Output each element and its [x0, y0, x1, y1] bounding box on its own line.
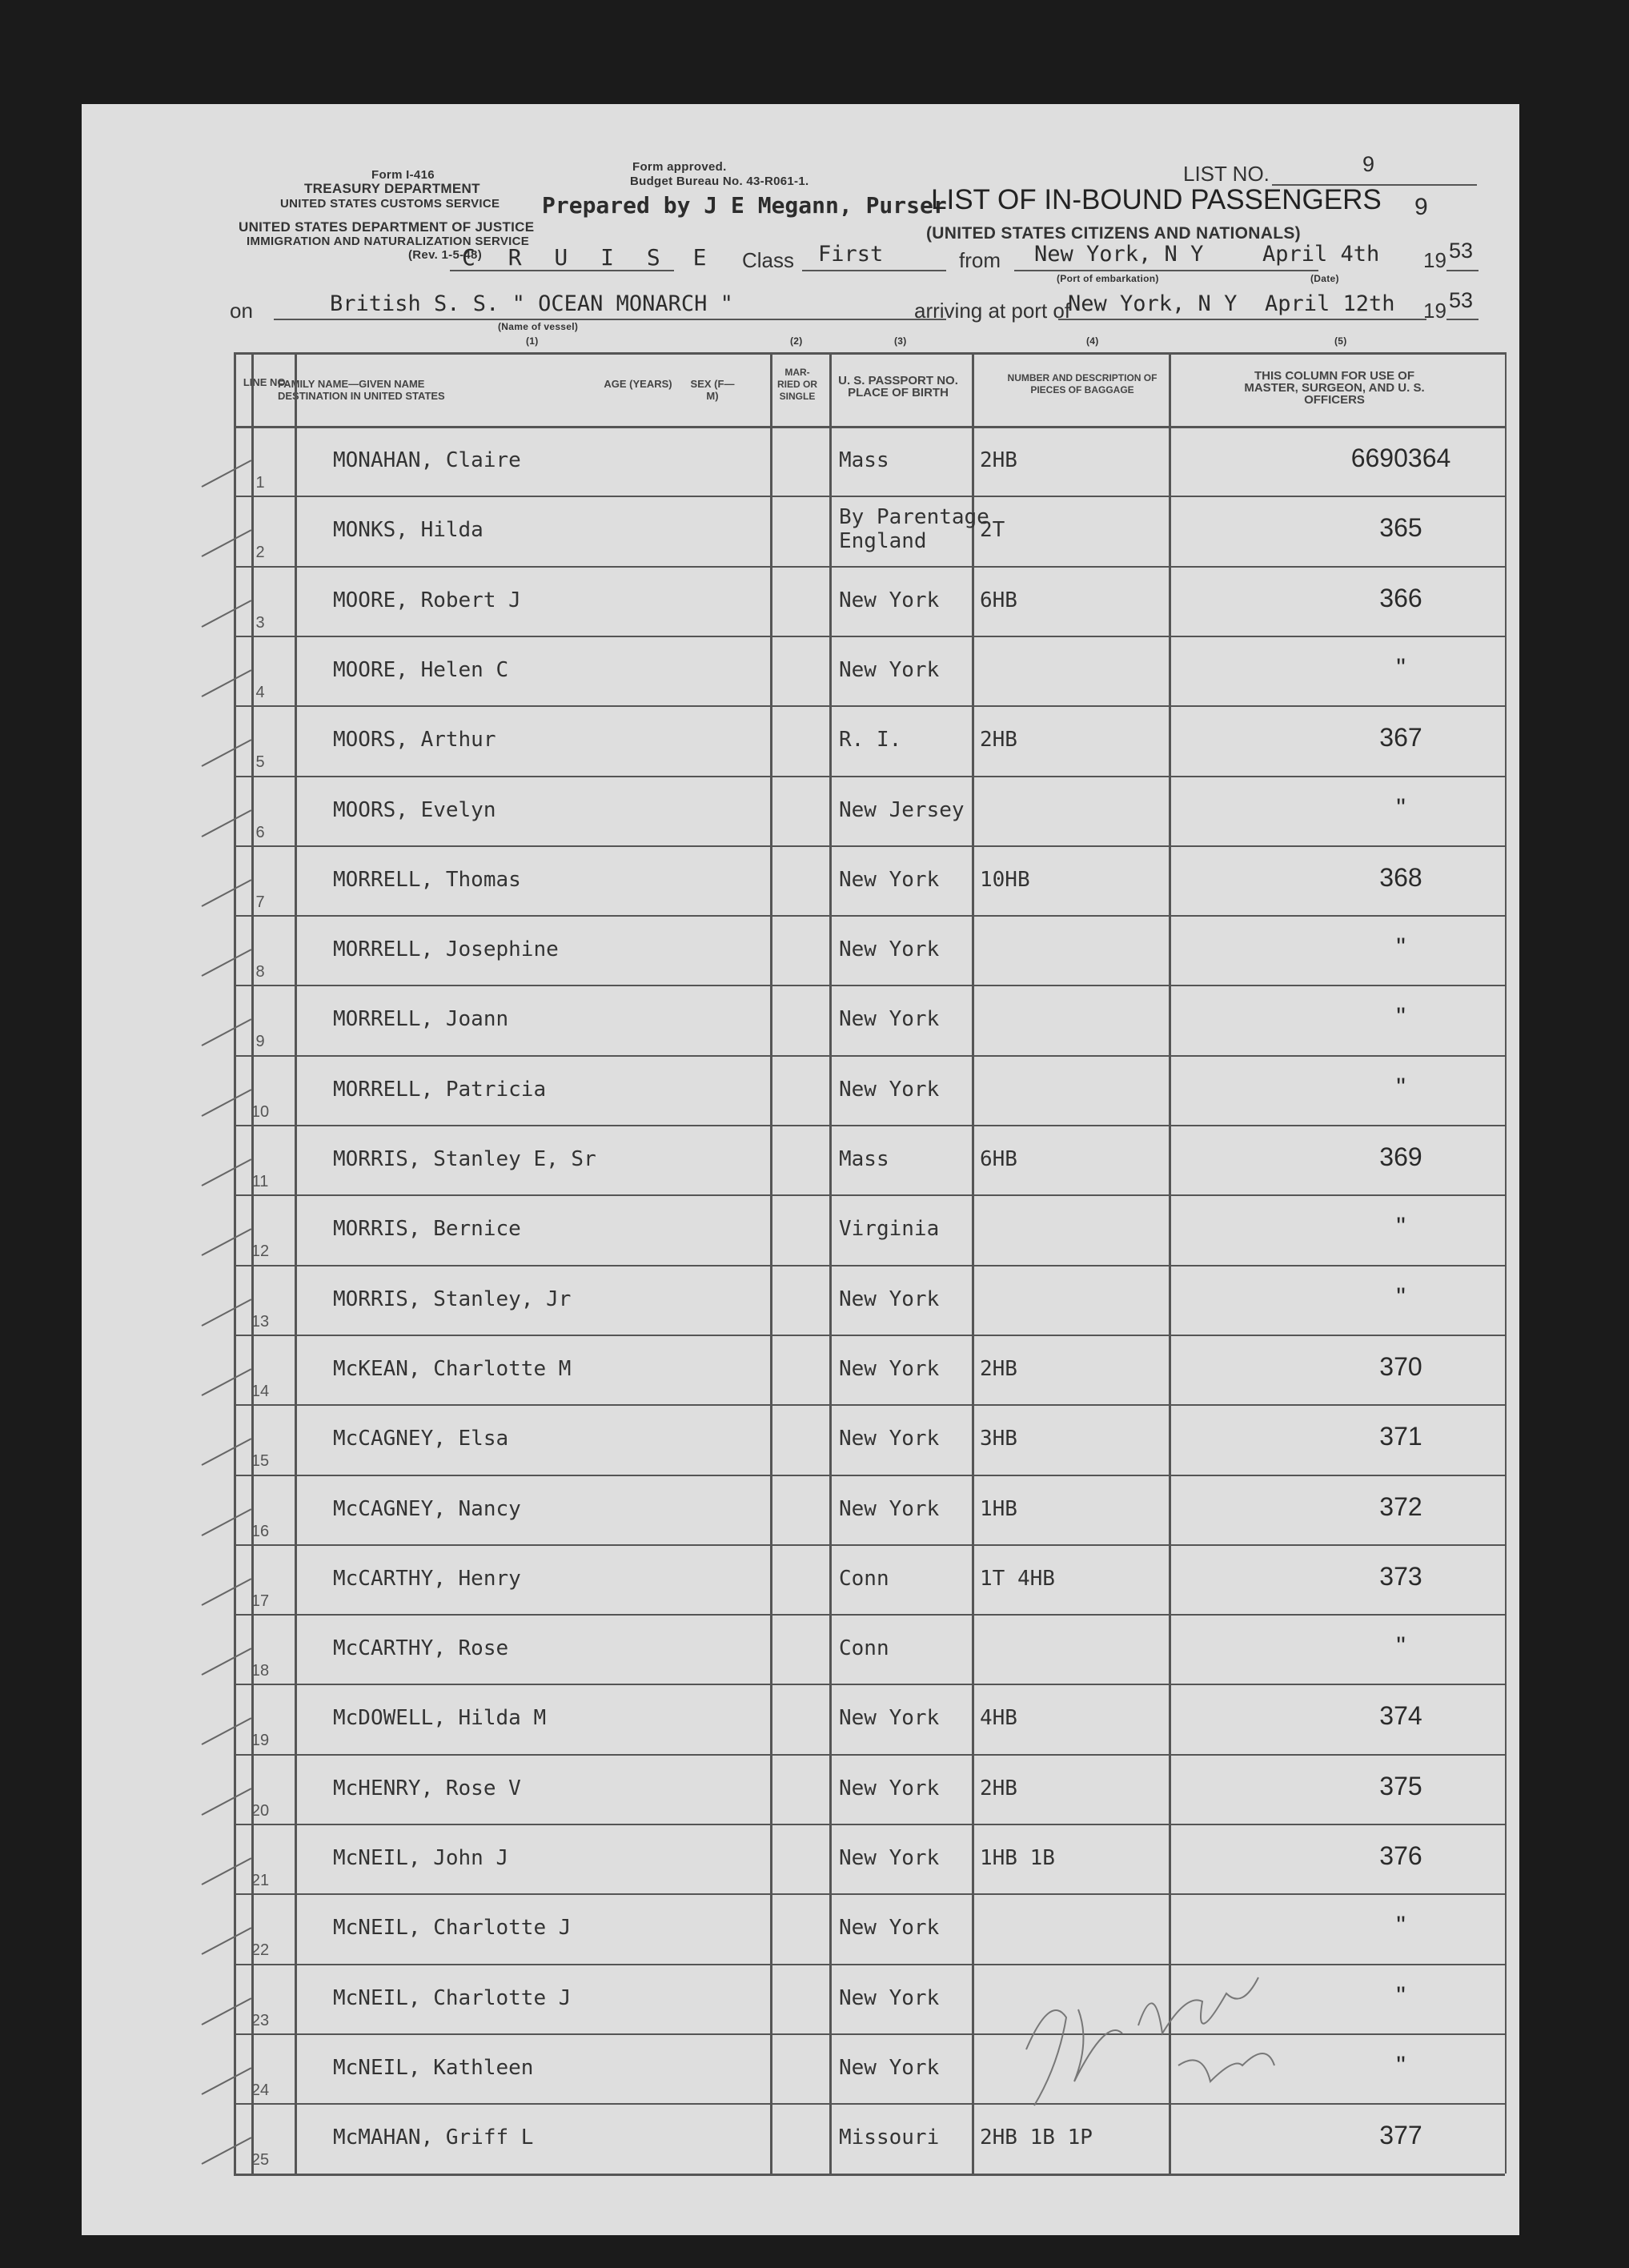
- baggage: 6HB: [980, 588, 1017, 612]
- passenger-name: McKEAN, Charlotte M: [333, 1356, 572, 1381]
- officer-entry: 373: [1379, 1561, 1422, 1591]
- row-divider: [234, 1055, 1505, 1057]
- table-bottom-border: [234, 2174, 1505, 2176]
- place-of-birth: Virginia: [839, 1217, 940, 1242]
- row-divider: [234, 1684, 1505, 1685]
- passenger-name: MONKS, Hilda: [333, 518, 483, 543]
- line-number: 1: [255, 474, 265, 492]
- table-column-divider: [1169, 352, 1171, 2174]
- row-divider: [234, 776, 1505, 777]
- class-value: First: [818, 242, 884, 267]
- officer-entry: 375: [1379, 1771, 1422, 1800]
- list-no-value: 9: [1362, 152, 1375, 176]
- officer-entry: 372: [1379, 1491, 1422, 1521]
- line-number: 6: [255, 823, 265, 841]
- line-number: 25: [251, 2151, 270, 2170]
- passenger-name: MORRIS, Stanley E, Sr: [333, 1147, 596, 1171]
- line-number: 19: [251, 1732, 270, 1750]
- form-number: Form I-416: [371, 168, 435, 182]
- line-number: 13: [251, 1312, 270, 1331]
- row-divider: [234, 636, 1505, 637]
- col-header-officers: THIS COLUMN FOR USE OF MASTER, SURGEON, AND U. S. OFFICERS: [1244, 369, 1425, 407]
- passenger-name: MORRIS, Bernice: [333, 1217, 521, 1242]
- row-divider: [234, 1475, 1505, 1476]
- table-border-right: [1505, 352, 1507, 2174]
- passenger-name: MORRELL, Patricia: [333, 1077, 547, 1102]
- place-of-birth: New York: [839, 2055, 940, 2080]
- passenger-name: MORRELL, Joann: [333, 1007, 509, 1032]
- place-of-birth: New Jersey: [839, 797, 965, 822]
- passenger-name: MORRIS, Stanley, Jr: [333, 1287, 572, 1311]
- line-number: 23: [251, 2011, 270, 2029]
- baggage: 1T 4HB: [980, 1566, 1055, 1591]
- row-divider: [234, 496, 1505, 497]
- line-number: 12: [251, 1242, 270, 1261]
- officer-entry: ": [1396, 1981, 1406, 2010]
- revision: (Rev. 1-5-48): [408, 248, 482, 262]
- place-of-birth: New York: [839, 1776, 940, 1800]
- place-of-birth: Mass: [839, 448, 889, 472]
- baggage: 3HB: [980, 1427, 1017, 1451]
- document-title: LIST OF IN-BOUND PASSENGERS: [931, 184, 1382, 215]
- from-label: from: [959, 248, 1001, 272]
- list-no-label: LIST NO.: [1183, 162, 1270, 186]
- from-year: 53: [1449, 239, 1474, 263]
- row-divider: [234, 1824, 1505, 1825]
- officer-entry: ": [1396, 933, 1406, 962]
- baggage: 2T: [980, 518, 1005, 543]
- document-subtitle: (UNITED STATES CITIZENS AND NATIONALS): [926, 224, 1301, 243]
- vessel-name: British S. S. " OCEAN MONARCH ": [330, 291, 733, 316]
- row-divider: [234, 566, 1505, 568]
- line-number: 9: [255, 1033, 265, 1051]
- baggage: 10HB: [980, 867, 1030, 892]
- table-border-left: [234, 352, 236, 2174]
- date-caption: (Date): [1310, 273, 1339, 284]
- from-year-prefix: 19: [1423, 248, 1446, 272]
- table-column-divider: [295, 352, 297, 2174]
- place-of-birth: By Parentage England: [839, 505, 989, 554]
- passenger-name: McCAGNEY, Elsa: [333, 1427, 509, 1451]
- line-number: 2: [255, 544, 265, 562]
- place-of-birth: New York: [839, 1496, 940, 1521]
- ins-service: IMMIGRATION AND NATURALIZATION SERVICE: [247, 235, 530, 248]
- class-label: Class: [742, 248, 795, 272]
- line-number: 4: [255, 683, 265, 701]
- arriving-year-prefix: 19: [1423, 299, 1446, 323]
- arriving-label: arriving at port of: [914, 299, 1071, 323]
- passenger-name: McHENRY, Rose V: [333, 1776, 521, 1800]
- officer-entry: ": [1396, 1072, 1406, 1102]
- place-of-birth: New York: [839, 1427, 940, 1451]
- passenger-name: McNEIL, John J: [333, 1846, 509, 1870]
- line-number: 11: [251, 1173, 269, 1190]
- officer-entry: 370: [1379, 1351, 1422, 1381]
- officer-entry: 368: [1379, 862, 1422, 892]
- officer-entry: ": [1396, 1282, 1406, 1311]
- place-of-birth: R. I.: [839, 728, 902, 753]
- line-number: 20: [251, 1801, 270, 1820]
- col-header-name: FAMILY NAME—GIVEN NAME DESTINATION IN UNITED STATES: [278, 378, 445, 402]
- baggage: 1HB 1B: [980, 1846, 1055, 1870]
- line-number: 14: [251, 1382, 270, 1400]
- from-port: New York, N Y: [1034, 242, 1204, 267]
- line-number: 10: [251, 1102, 270, 1121]
- prepared-by: Prepared by J E Megann, Purser: [542, 192, 947, 219]
- passenger-name: McNEIL, Charlotte J: [333, 1985, 572, 2010]
- place-of-birth: Missouri: [839, 2125, 940, 2150]
- place-of-birth: New York: [839, 937, 940, 962]
- col-index-5: (5): [1334, 335, 1347, 347]
- row-divider: [234, 845, 1505, 847]
- line-number: 8: [255, 963, 265, 981]
- col-header-baggage: NUMBER AND DESCRIPTION OF PIECES OF BAGGAGE: [1007, 372, 1158, 395]
- passenger-name: MONAHAN, Claire: [333, 448, 521, 472]
- place-of-birth: Conn: [839, 1566, 889, 1591]
- baggage: 2HB: [980, 1776, 1017, 1800]
- passenger-name: MORRELL, Thomas: [333, 867, 521, 892]
- arriving-date: April 12th: [1265, 291, 1395, 316]
- passenger-name: McCAGNEY, Nancy: [333, 1496, 521, 1521]
- officer-entry: 366: [1379, 583, 1422, 612]
- port-caption: (Port of embarkation): [1057, 273, 1159, 284]
- officer-entry: 377: [1379, 2121, 1422, 2150]
- row-divider: [234, 1544, 1505, 1546]
- baggage: 2HB 1B 1P: [980, 2125, 1093, 2150]
- officer-entry: ": [1396, 652, 1406, 682]
- place-of-birth: New York: [839, 1916, 940, 1941]
- passenger-name: McMAHAN, Griff L: [333, 2125, 534, 2150]
- list-no-side: 9: [1414, 194, 1428, 220]
- passenger-table: [82, 104, 1519, 2235]
- baggage: 2HB: [980, 1356, 1017, 1381]
- line-number: 3: [255, 613, 265, 632]
- from-date: April 4th: [1262, 242, 1380, 267]
- passenger-name: MOORE, Helen C: [333, 657, 509, 682]
- line-number: 15: [251, 1452, 270, 1471]
- row-divider: [234, 1265, 1505, 1266]
- row-divider: [234, 985, 1505, 986]
- officer-entry: ": [1396, 793, 1406, 822]
- place-of-birth: Conn: [839, 1636, 889, 1661]
- place-of-birth: New York: [839, 657, 940, 682]
- row-divider: [234, 915, 1505, 917]
- place-of-birth: New York: [839, 1846, 940, 1870]
- customs-service: UNITED STATES CUSTOMS SERVICE: [280, 197, 500, 211]
- place-of-birth: Mass: [839, 1147, 889, 1171]
- officer-entry: 365: [1379, 513, 1422, 543]
- approval-note: Form approved.: [632, 160, 727, 174]
- justice-dept: UNITED STATES DEPARTMENT OF JUSTICE: [239, 219, 535, 235]
- officer-entry: 6690364: [1350, 444, 1451, 472]
- line-number: 16: [251, 1522, 270, 1540]
- passenger-name: MORRELL, Josephine: [333, 937, 559, 962]
- baggage: 2HB: [980, 448, 1017, 472]
- line-number: 22: [251, 1941, 270, 1960]
- passenger-name: MOORE, Robert J: [333, 588, 521, 612]
- place-of-birth: New York: [839, 1356, 940, 1381]
- passenger-name: McCARTHY, Henry: [333, 1566, 521, 1591]
- table-header-border: [234, 426, 1505, 428]
- line-number: 21: [251, 1872, 270, 1889]
- row-divider: [234, 1335, 1505, 1336]
- table-column-divider: [829, 352, 832, 2174]
- place-of-birth: New York: [839, 1287, 940, 1311]
- place-of-birth: New York: [839, 1007, 940, 1032]
- baggage: 4HB: [980, 1706, 1017, 1731]
- row-divider: [234, 1404, 1505, 1406]
- passenger-name: McDOWELL, Hilda M: [333, 1706, 547, 1731]
- place-of-birth: New York: [839, 1077, 940, 1102]
- line-number: 5: [255, 753, 265, 772]
- row-divider: [234, 705, 1505, 707]
- on-label: on: [230, 299, 253, 323]
- place-of-birth: New York: [839, 1985, 940, 2010]
- line-number: 17: [251, 1592, 270, 1610]
- row-divider: [234, 1893, 1505, 1895]
- treasury-dept: TREASURY DEPARTMENT: [304, 181, 480, 196]
- row-divider: [234, 1614, 1505, 1616]
- officer-entry: 376: [1379, 1841, 1422, 1870]
- passenger-name: MOORS, Arthur: [333, 728, 496, 753]
- line-number: 7: [255, 893, 265, 911]
- passenger-name: McCARTHY, Rose: [333, 1636, 509, 1661]
- officer-entry: ": [1396, 2050, 1406, 2080]
- manifest-page: [82, 104, 1519, 2235]
- col-index-4: (4): [1086, 335, 1099, 347]
- officer-entry: ": [1396, 1632, 1406, 1661]
- table-column-divider: [972, 352, 974, 2174]
- passenger-name: McNEIL, Charlotte J: [333, 1916, 572, 1941]
- officer-entry: ": [1396, 1911, 1406, 1941]
- officer-entry: ": [1396, 1002, 1406, 1032]
- col-header-line-no: LINE NO.: [243, 376, 289, 388]
- table-column-divider: [770, 352, 772, 2174]
- passenger-name: McNEIL, Kathleen: [333, 2055, 534, 2080]
- vessel-col-index: (1): [526, 335, 539, 347]
- baggage: 1HB: [980, 1496, 1017, 1521]
- col-header-passport: U. S. PASSPORT NO. PLACE OF BIRTH: [838, 374, 958, 399]
- col-header-sex: SEX (F—M): [690, 378, 735, 402]
- arriving-port: New York, N Y: [1068, 291, 1238, 316]
- col-header-age: AGE (YEARS): [604, 378, 672, 390]
- baggage: 6HB: [980, 1147, 1017, 1171]
- col-index-2: (2): [790, 335, 803, 347]
- officer-entry: 374: [1379, 1701, 1422, 1731]
- row-divider: [234, 1125, 1505, 1126]
- officer-entry: 367: [1379, 723, 1422, 753]
- vessel-caption: (Name of vessel): [498, 321, 579, 332]
- place-of-birth: New York: [839, 1706, 940, 1731]
- col-header-married: MAR- RIED OR SINGLE: [776, 367, 817, 402]
- budget-bureau: Budget Bureau No. 43-R061-1.: [630, 175, 809, 188]
- row-divider: [234, 1194, 1505, 1196]
- passenger-name: MOORS, Evelyn: [333, 797, 496, 822]
- officer-entry: 369: [1379, 1142, 1422, 1171]
- officer-signature: [1002, 1945, 1322, 2121]
- place-of-birth: New York: [839, 867, 940, 892]
- line-number: 18: [251, 1662, 270, 1680]
- row-divider: [234, 1754, 1505, 1756]
- officer-entry: 371: [1379, 1422, 1422, 1451]
- cruise-label: C R U I S E: [462, 244, 716, 271]
- baggage: 2HB: [980, 728, 1017, 753]
- line-number: 24: [251, 2081, 270, 2099]
- place-of-birth: New York: [839, 588, 940, 612]
- officer-entry: ": [1396, 1212, 1406, 1242]
- arriving-year: 53: [1449, 288, 1474, 312]
- table-top-border: [234, 352, 1505, 355]
- col-index-3: (3): [894, 335, 907, 347]
